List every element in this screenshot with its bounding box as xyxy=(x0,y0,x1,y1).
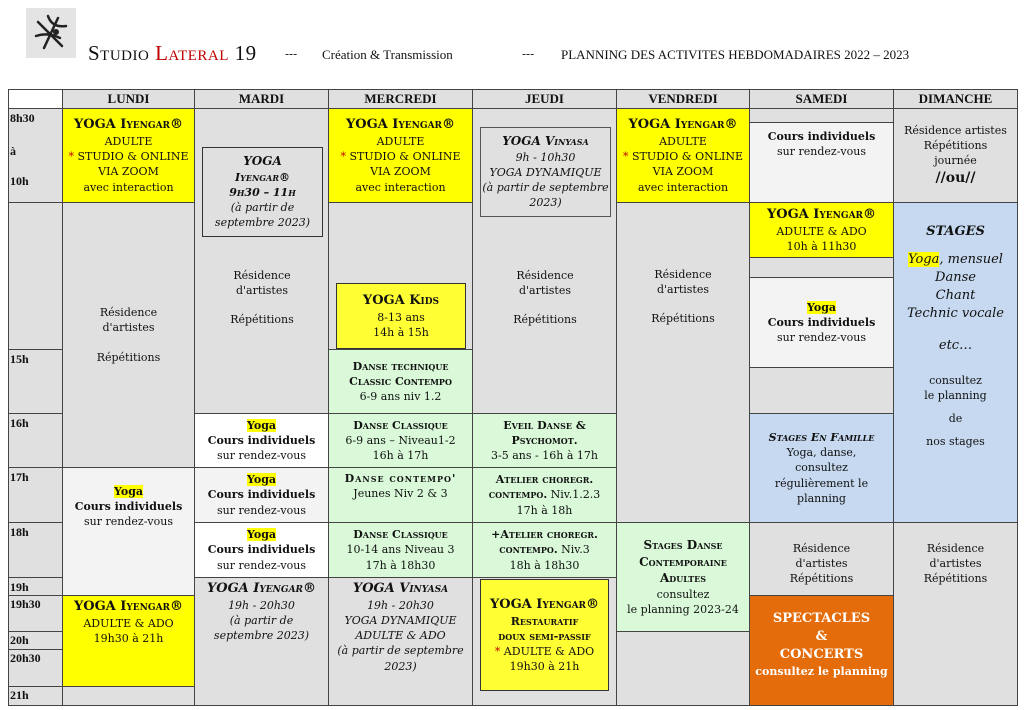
samedi-yoga-iyengar: YOGA Iyengar® ADULTE & ADO 10h à 11h30 xyxy=(749,202,894,258)
day-header-samedi: SAMEDI xyxy=(749,89,894,109)
samedi-cours-individuels-morning: Cours individuels sur rendez-vous xyxy=(749,122,894,203)
samedi-residence: Résidence d'artistes Répétitions xyxy=(749,522,894,596)
mercredi-danse-contempo: Danse contempo' Jeunes Niv 2 & 3 xyxy=(328,467,473,523)
dimanche-residence-morning: Résidence artistes Répétitions journée //ou// xyxy=(893,108,1018,203)
time-label: à xyxy=(10,144,16,158)
time-label: 19h30 xyxy=(10,597,41,611)
studio-logo-icon xyxy=(26,8,76,58)
corner-cell xyxy=(8,89,63,109)
samedi-spectacles-concerts: SPECTACLES & CONCERTS consultez le planning xyxy=(749,595,894,706)
lundi-empty xyxy=(62,686,195,706)
vendredi-yoga-iyengar-morning: YOGA Iyengar® ADULTE * STUDIO & ONLINE VIA ZOOM avec interaction xyxy=(616,108,750,203)
jeudi-atelier-choregr-2: +Atelier choregr. contempo. Niv.3 18h à 18h30 xyxy=(472,522,617,578)
dimanche-residence: Résidence d'artistes Répétitions xyxy=(893,522,1018,706)
mardi-yoga-iyengar-morning: YOGA Iyengar® 9h30 – 11h (à partir de septembre 2023) xyxy=(202,147,323,237)
time-label: 18h xyxy=(10,525,29,539)
mercredi-danse-technique: Danse technique Classic Contempo 6-9 ans niv 1.2 xyxy=(328,349,473,414)
time-label: 16h xyxy=(10,416,29,430)
vendredi-empty xyxy=(616,631,750,706)
page-header xyxy=(0,0,1024,84)
day-header-dimanche: DIMANCHE xyxy=(893,89,1018,109)
day-header-lundi: LUNDI xyxy=(62,89,195,109)
lundi-yoga-iyengar-morning: YOGA Iyengar® ADULTE * STUDIO & ONLINE VIA ZOOM avec interaction xyxy=(62,108,195,203)
jeudi-eveil-danse: Eveil Danse & Psychomot. 3-5 ans - 16h à 17h xyxy=(472,413,617,468)
samedi-empty xyxy=(749,257,894,278)
jeudi-residence: Résidence d'artistes Répétitions xyxy=(513,269,577,327)
jeudi-yoga-vinyasa-morning: YOGA Vinyasa 9h - 10h30 YOGA DYNAMIQUE (à partir de septembre 2023) xyxy=(480,127,611,217)
lundi-yoga-individuel: Yoga Cours individuels sur rendez-vous xyxy=(62,467,195,596)
day-header-mercredi: MERCREDI xyxy=(328,89,473,109)
time-label: 8h30 xyxy=(10,111,35,125)
jeudi-yoga-iyengar-restauratif: YOGA Iyengar® Restauratif doux semi-passif * ADULTE & ADO 19h30 à 21h xyxy=(480,579,609,691)
samedi-empty xyxy=(749,108,894,123)
mardi-yoga-individuel-1: Yoga Cours individuels sur rendez-vous xyxy=(194,413,329,468)
time-label: 15h xyxy=(10,352,29,366)
studio-name: Studio Lateral 19 xyxy=(88,41,257,65)
day-header-jeudi: JEUDI xyxy=(472,89,617,109)
samedi-empty xyxy=(749,367,894,414)
time-label: 20h xyxy=(10,633,29,647)
vendredi-stages-danse: Stages Danse Contemporaine Adultes consultez le planning 2023-24 xyxy=(616,522,750,632)
header-planning-title: PLANNING DES ACTIVITES HEBDOMADAIRES 2022 – 2023 xyxy=(561,47,910,62)
mardi-yoga-iyengar-evening: YOGA Iyengar® 19h - 20h30 (à partir de septembre 2023) xyxy=(194,577,329,706)
time-column xyxy=(8,108,63,706)
time-label: 10h xyxy=(10,174,29,188)
header-creation: Création & Transmission xyxy=(322,47,453,62)
day-header-vendredi: VENDREDI xyxy=(616,89,750,109)
mercredi-danse-classique-1: Danse Classique 6-9 ans – Niveau1-2 16h à 17h xyxy=(328,413,473,468)
mercredi-yoga-vinyasa-evening: YOGA Vinyasa 19h - 20h30 YOGA DYNAMIQUE ADULTE & ADO (à partir de septembre 2023) xyxy=(328,577,473,706)
mardi-yoga-individuel-2: Yoga Cours individuels sur rendez-vous xyxy=(194,467,329,523)
mercredi-danse-classique-2: Danse Classique 10-14 ans Niveau 3 17h à 18h30 xyxy=(328,522,473,578)
mardi-residence: Résidence d'artistes Répétitions xyxy=(230,269,294,327)
lundi-yoga-iyengar-evening: YOGA Iyengar® ADULTE & ADO 19h30 à 21h xyxy=(62,595,195,687)
time-label: 20h30 xyxy=(10,651,41,665)
samedi-yoga-individuel: Yoga Cours individuels sur rendez-vous xyxy=(749,277,894,368)
time-label: 19h xyxy=(10,580,29,594)
mercredi-yoga-iyengar-morning: YOGA Iyengar® ADULTE * STUDIO & ONLINE VIA ZOOM avec interaction xyxy=(328,108,473,203)
lundi-residence: Résidence d'artistes Répétitions xyxy=(62,202,195,468)
day-header-mardi: MARDI xyxy=(194,89,329,109)
time-label: 17h xyxy=(10,470,29,484)
mercredi-yoga-kids: YOGA Kids 8-13 ans 14h à 15h xyxy=(336,283,466,349)
header-separator: --- xyxy=(522,47,535,61)
samedi-stages-famille: Stages En Famille Yoga, danse, consultez régulièrement le planning xyxy=(749,413,894,523)
mardi-yoga-individuel-3: Yoga Cours individuels sur rendez-vous xyxy=(194,522,329,578)
header-separator: --- xyxy=(285,47,298,61)
vendredi-residence: Résidence d'artistes Répétitions xyxy=(616,202,750,523)
time-label: 21h xyxy=(10,688,29,702)
jeudi-atelier-choregr-1: Atelier choregr. contempo. Niv.1.2.3 17h à 18h xyxy=(472,467,617,523)
dimanche-stages: STAGES Yoga, mensuel Danse Chant Technic vocale etc… consultez le planning de nos stages xyxy=(893,202,1018,523)
